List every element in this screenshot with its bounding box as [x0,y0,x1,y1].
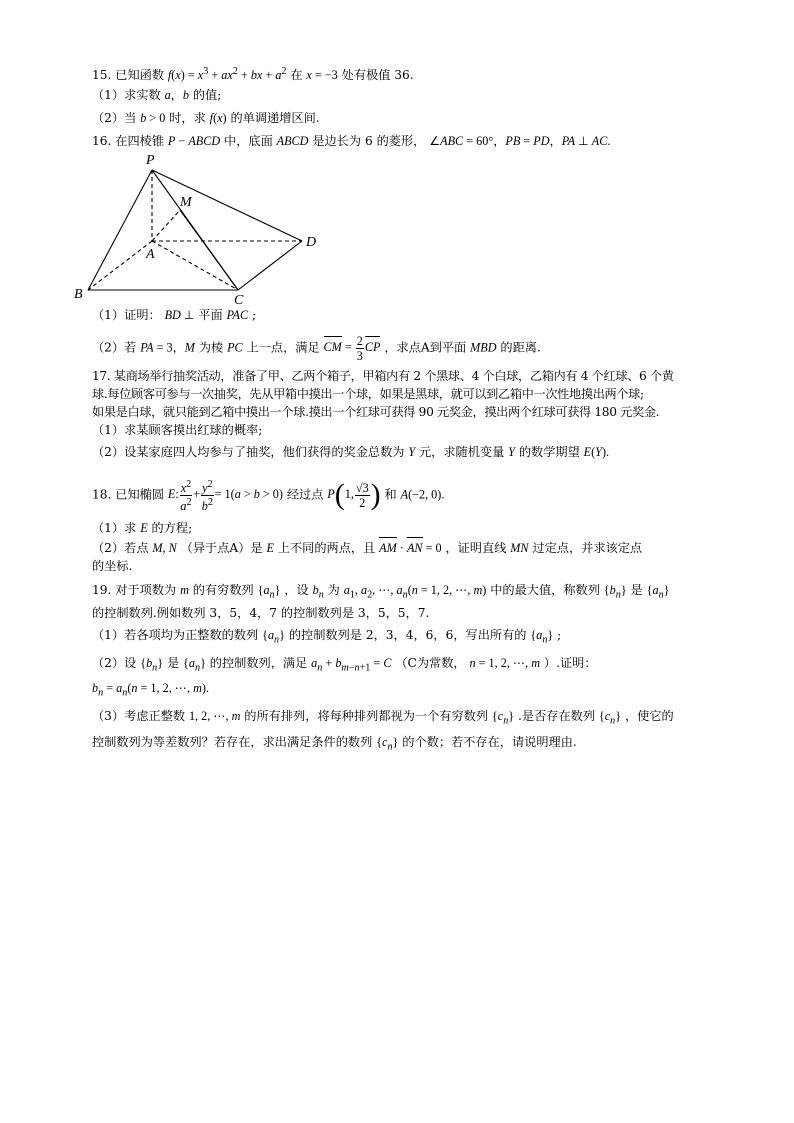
q17-line3: 如果是白球，就只能到乙箱中摸出一个球.摸出一个红球可获得 90 元奖金，摸出两个红球可获得 180 元奖金. [92,405,660,419]
edge-CD [238,241,302,290]
q15-part2-text: （2）当 [92,111,137,125]
q18-part2-text-4: ，证明直线 [445,541,507,555]
q19-part2-text-2: 是 [166,656,180,670]
q18-stem-text-2: 经过点 [286,487,324,502]
label-D: D [306,235,317,250]
q16-part2-text-3: 上一点，满足 [246,340,320,355]
q18-part2-text-2: （异于点A）是 [180,541,263,555]
q19-part1: （1）若各项均为正整数的数列 $\{a_n\}$ 的控制数列是 2，3，4，6，6，写出所有的 $\{a_n\}$ ; [92,628,562,646]
q17-line1: 17. 某商场举行抽奖活动，准备了甲、乙两个箱子，甲箱内有 2 个黑球、4 个白球，乙箱内有 4 个红球、6 个黄 [92,369,674,383]
q18-part1-text: （1）求 [92,521,137,535]
q16-part2-text-4: ，求点A到平面 [384,340,467,355]
q18-stem-text: 18. 已知椭圆 [92,487,165,502]
q15-point: x = −3 [306,68,338,83]
q16-part2: （2）若 PA = 3，M 为棱 PC 上一点，满足 CM = $\frac{2}{3}$ CP ，求点A到平面 MBD 的距离. [92,334,541,363]
q19-part3-text: （3）考虑正整数 [92,709,186,723]
edge-PB [88,170,152,290]
q16-part2-text-5: 的距离. [500,340,541,355]
q15-stem [92,64,414,83]
q15-stem-text-3: 处有极值 36. [341,68,414,83]
q16-stem-text-3: 是边长为 6 的菱形， [312,134,426,148]
label-P: P [146,153,155,168]
q18-part1-text-2: 的方程; [151,521,193,535]
q18-part2: （2）若点 M, N （异于点A）是 E 上不同的两点，且 AM · AN = 0 ，证明直线 MN 过定点，并求该定点 [92,541,643,555]
q15-part1-text-2: 的值; [192,88,222,102]
q17-part2: （2）设某家庭四人均参与了抽奖，他们获得的奖金总数为 Y 元，求随机变量 Y 的数学期望 E(Y). [92,445,610,459]
q19-part2-formula: $b_n = a_n(n = 1$, 2, ⋯, m). [92,681,210,699]
q19-line1-text-2: 的有穷数列 [192,583,254,597]
q19-part3-text-5: 控制数列为等差数列？若存在，求出满足条件的数列 [92,735,373,749]
q19-part3-text-3: .是否存在数列 [518,709,596,723]
q17-part2-text-2: 元，求随机变量 [418,445,505,459]
q16-stem: 16. 在四棱锥 P − ABCD 中，底面 ABCD 是边长为 6 的菱形， ∠ABC = 60°，PB = PD，PA ⊥ AC. [92,134,611,148]
q15-stem-text: 15. 已知函数 [92,68,165,83]
label-C: C [234,293,244,308]
q19-line1: 19. 对于项数为 m 的有穷数列 $\{a_n\}$ ，设 $b_n$ 为 $a_1$, $a_2$, ⋯, $a_n(n = 1$, 2, ⋯, m) 中的最大值，称数列 $\{b_n\}$ 是 $\{a_n\}$ [92,583,670,601]
q17-part1: （1）求某顾客摸出红球的概率; [92,423,263,437]
q19-part3: （3）考虑正整数 1, 2, ⋯, m 的所有排列，将每种排列都视为一个有穷数列 $\{c_n\}$ .是否存在数列 $\{c_n\}$ ，使它的 [92,709,674,727]
q19-part2-text-4: （C为常数， [395,656,466,670]
q19-part3-cont: 控制数列为等差数列？若存在，求出满足条件的数列 $\{c_n\}$ 的个数；若不存在，请说明理由. [92,735,577,753]
pyramid-figure [70,148,330,308]
label-B: B [74,287,83,302]
seg-MC [180,210,238,290]
q19-part2-text-5: ）.证明： [543,656,597,670]
q16-part1-text: （1）证明： [92,308,161,322]
q19-line1-text-6: 是 [630,583,643,597]
q19-part3-text-4: ，使它的 [624,709,674,723]
q19-part2-text: （2）设 [92,656,137,670]
q19-line1-text-3: ，设 [284,583,309,597]
q16-stem-text: 16. 在四棱锥 [92,134,165,148]
q19-part1-text-2: 的控制数列是 2，3，4，6，6，写出所有的 [288,628,527,642]
q19-part2-text-3: 的控制数列，满足 [209,656,308,670]
q17-part2-text: （2）设某家庭四人均参与了抽奖，他们获得的奖金总数为 [92,445,405,459]
q18-part2-cont: 的坐标. [92,559,133,573]
q15-part2-text-2: 时，求 [169,111,206,125]
q16-part1-text-2: 平面 [198,308,223,322]
q19-line1-text: 19. 对于项数为 [92,583,177,597]
q17-part2-text-3: 的数学期望 [518,445,580,459]
q15-part1-text: （1）求实数 [92,88,161,102]
q18-part2-text: （2）若点 [92,541,149,555]
q18-part2-text-3: 上不同的两点，且 [277,541,376,555]
q19-part3-text-6: 的个数；若不存在，请说明理由. [402,735,577,749]
q17-line2: 球.每位顾客可参与一次抽奖，先从甲箱中摸出一个球，如果是黑球，就可以到乙箱中一次性地摸出两个球; [92,387,644,401]
diag-AC [152,241,238,290]
q18-part2-text-5: 过定点，并求该定点 [532,541,643,555]
q16-part1: （1）证明： BD ⊥ 平面 PAC ; [92,308,257,322]
q19-line2: 的控制数列.例如数列 3，5，4，7 的控制数列是 3，5，5，7. [92,606,430,620]
q19-part3-text-2: 的所有排列，将每种排列都视为一个有穷数列 [244,709,489,723]
q18-stem-text-3: 和 [384,487,397,502]
seg-AM [152,210,180,241]
q19-part2: （2）设 $\{b_n\}$ 是 $\{a_n\}$ 的控制数列，满足 $a_n + b_{m-n+1} = C$ （C为常数， n = 1, 2, ⋯, m ）.证明： [92,656,597,674]
label-A: A [146,247,155,262]
edge-AB [88,241,152,290]
label-M: M [180,195,192,210]
edge-PD [152,170,302,241]
q15-part2: （2）当 b > 0 时，求 f(x) 的单调递增区间. [92,111,320,125]
q16-stem-text-2: 中，底面 [224,134,273,148]
q16-part2-text-2: 为棱 [198,340,224,355]
q19-part1-text-3: ; [557,628,562,642]
q15-function: $f(x) = x^3 + ax^2$ + bx + $a^2$ [167,66,287,83]
q19-line1-text-5: 中的最大值，称数列 [490,583,600,597]
q15-part1: （1）求实数 a，b 的值; [92,88,222,102]
q16-part2-text: （2）若 [92,340,137,355]
q19-line1-text-4: 为 [327,583,340,597]
q19-part1-text: （1）若各项均为正整数的数列 [92,628,259,642]
q18-part1: （1）求 E 的方程; [92,521,193,535]
q15-stem-text-2: 在 [290,68,303,83]
q15-part2-text-3: 的单调递增区间. [230,111,320,125]
q18-stem: 18. 已知椭圆 E: $\frac{x^2}{a^2}$ + $\frac{y^2}{b^2}$ = 1(a > b > 0) 经过点 P(1, $\frac{√3}{2}$ ) 和 A(−2, 0). [92,478,445,514]
